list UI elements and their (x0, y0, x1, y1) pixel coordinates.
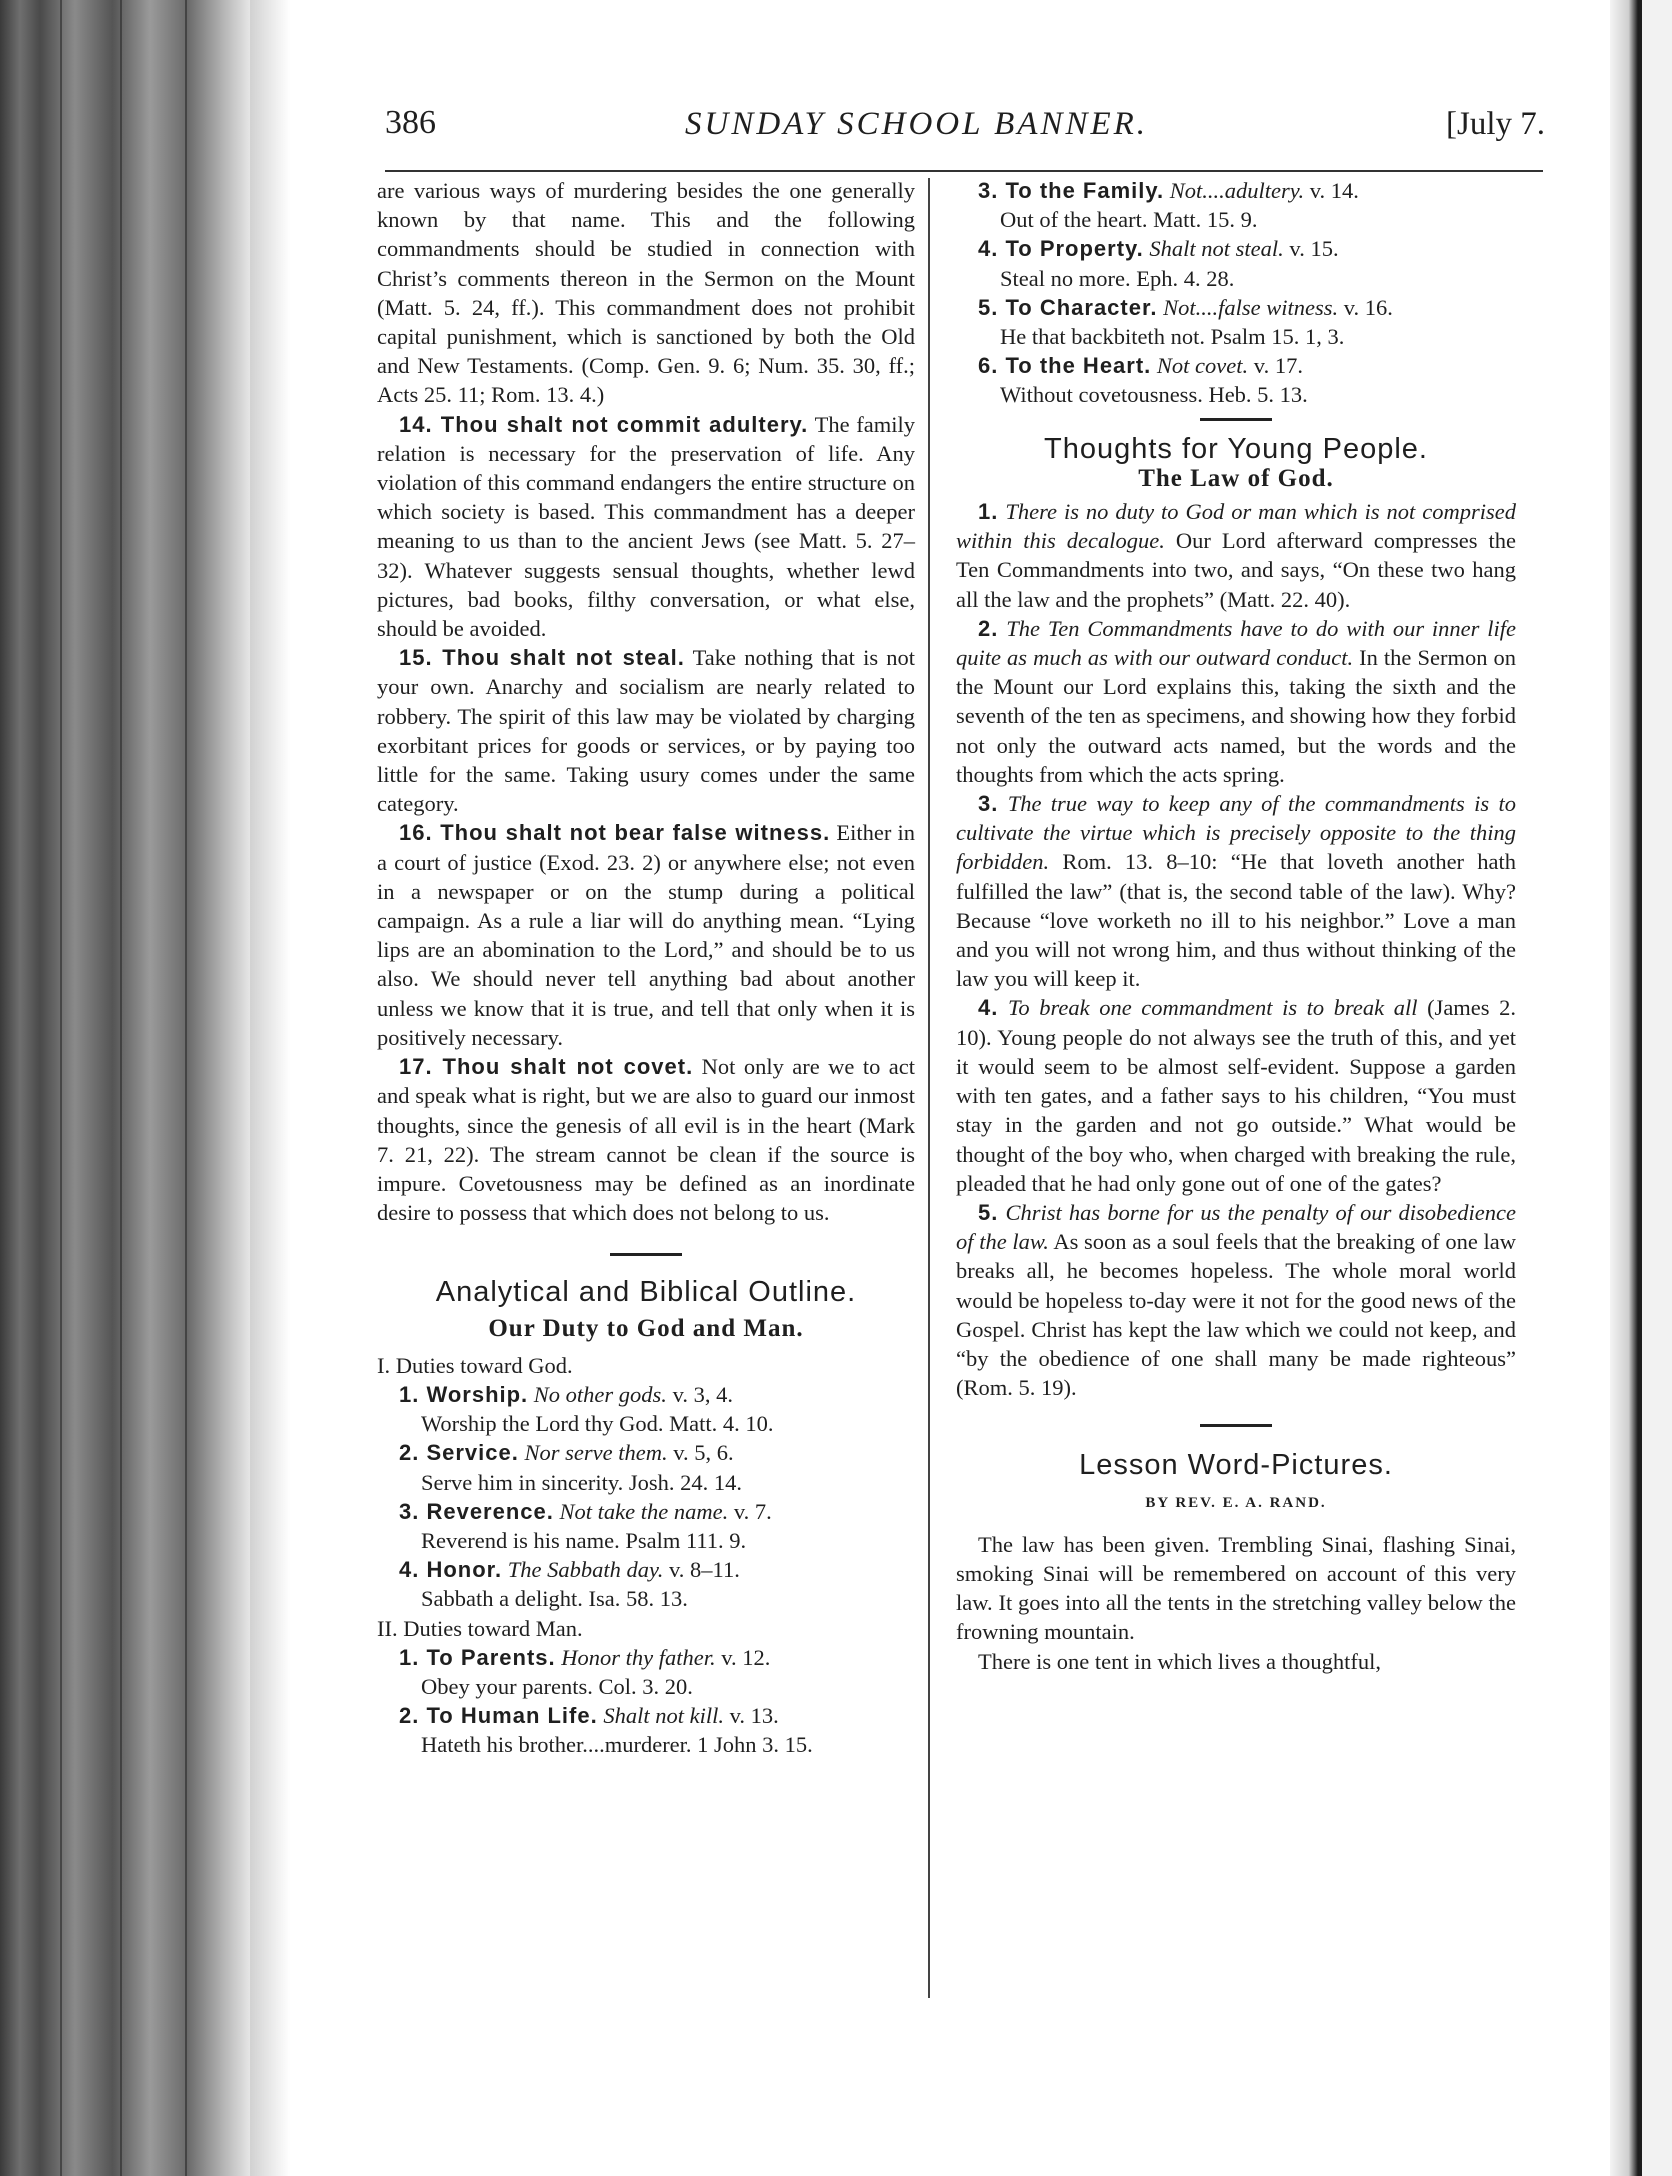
thought-lead: Christ has borne for us the penalty of our disobedience of the law. (956, 1199, 1517, 1255)
thought-lead: To break one commandment is to break all (1007, 995, 1418, 1021)
verse-ref: v. 12. (715, 1644, 771, 1670)
commandment-heading: 14. Thou shalt not commit adultery. (399, 411, 809, 437)
outline-ref: Without covetousness. Heb. 5. 13. (1000, 382, 1308, 408)
verse-ref: v. 17. (1248, 353, 1303, 379)
paragraph: Not only are we to act and speak what is right, but we are also to guard our inmost thoughts, since the genesis of all evil is in the heart (Mark 7. 21, 22). The stream cannot be clean if the source is impure. Covetousness may be defined as an inordinate desire to possess that which does not belong to us. (377, 1054, 916, 1226)
thought-5 (956, 1198, 1516, 1402)
verse-ref: v. 14. (1304, 178, 1359, 203)
section-subheading: The Law of God. (1138, 464, 1334, 492)
right-column (956, 176, 1516, 1676)
outline-item (956, 234, 1516, 263)
outline-item-title: Shalt not kill. (603, 1703, 724, 1729)
outline-ref: Hateth his brother....murderer. 1 John 3. 15. (421, 1732, 813, 1758)
commandment-heading: 17. Thou shalt not covet. (399, 1054, 694, 1080)
outline-item (377, 1380, 915, 1409)
paragraph: Our Lord afterward compresses the Ten Commandments into two, and says, “On these two hang all the law and the prophets” (Matt. 22. 40). (956, 528, 1516, 612)
outline-item-title: Not covet. (1156, 353, 1249, 379)
thought-2 (956, 614, 1516, 789)
verse-ref: v. 8–11. (663, 1557, 740, 1583)
paragraph: are various ways of murdering besides the one generally known by that name. This and the following commandments should be studied in connection with Christ’s comments thereon in the Sermon on the Mount (Matt. 5. 24, ff.). This commandment does not prohibit capital punishment, which is sanctioned by both the Old and New Testaments. (Comp. Gen. 9. 6; Num. 35. 30, ff.; Acts 25. 11; Rom. 13. 4.) (377, 178, 915, 408)
verse-ref: v. 15. (1283, 236, 1339, 262)
column-rule (928, 178, 930, 1998)
thought-number: 4. (978, 995, 999, 1021)
issue-date: [July 7. (1446, 106, 1545, 142)
outline-item-heading: 2. Service. (399, 1440, 519, 1466)
paragraph: As soon as a soul feels that the breaking of one law breaks all, he becomes hopeless. The whole moral world would be hopeless to-day were it not for the good news of the Gospel. Christ has kept the law which we could not keep, and “by the obedience of one shall many be made righteous” (Rom. 5. 19). (956, 1229, 1517, 1401)
book-spine (0, 0, 250, 2176)
spine-line (60, 0, 62, 2176)
thought-3 (956, 789, 1516, 993)
thought-number: 3. (978, 791, 999, 817)
paragraph: There is one tent in which lives a thoughtful, (978, 1648, 1382, 1674)
thought-number: 1. (978, 499, 999, 525)
outline-item-title: Not take the name. (559, 1498, 729, 1524)
thought-4 (956, 993, 1516, 1197)
outline-ref: Reverend is his name. Psalm 111. 9. (421, 1527, 747, 1553)
outline-item (377, 1555, 915, 1584)
outline-ref: Obey your parents. Col. 3. 20. (421, 1673, 693, 1699)
paragraph: The family relation is necessary for the preservation of life. Any violation of this command endangers the entire structure on which society is based. This commandment has a deeper meaning to us than to the ancient Jews (see Matt. 5. 27–32). Whatever suggests sensual thoughts, whether lewd pictures, bad books, filthy conversation, or what else, should be avoided. (377, 411, 916, 642)
thought-number: 2. (978, 615, 999, 641)
paragraph: In the Sermon on the Mount our Lord explains this, taking the sixth and the seventh of the ten as specimens, and showing how they forbid not only the outward acts named, but the words and the thoughts from which the acts spring. (956, 645, 1516, 787)
thought-lead: The Ten Commandments have to do with our inner life quite as much as with our outward conduct. (956, 615, 1516, 671)
outline-item-heading: 3. Reverence. (399, 1498, 554, 1524)
facing-page-strip (1642, 0, 1672, 2176)
outline-item-heading: 3. To the Family. (978, 178, 1165, 203)
outline-part: II. Duties toward Man. (377, 1615, 583, 1641)
page-gutter-shadow (250, 0, 290, 2176)
outline-ref: Serve him in sincerity. Josh. 24. 14. (421, 1469, 743, 1495)
outline-item-heading: 2. To Human Life. (399, 1703, 598, 1729)
section-heading: Lesson Word-Pictures. (1079, 1449, 1393, 1482)
outline-ref: Steal no more. Eph. 4. 28. (1000, 265, 1235, 291)
outline-item-title: No other gods. (533, 1381, 667, 1407)
outline-part: I. Duties toward God. (377, 1352, 573, 1378)
commandment-heading: 16. Thou shalt not bear false witness. (399, 820, 831, 846)
left-column (377, 176, 915, 1760)
commandment-17 (377, 1052, 915, 1227)
thought-number: 5. (978, 1199, 999, 1225)
outline-item-heading: 6. To the Heart. (978, 353, 1152, 379)
spine-line (185, 0, 187, 2176)
outline-item (377, 1643, 915, 1672)
outline-item-heading: 1. To Parents. (399, 1644, 556, 1670)
spine-line (120, 0, 122, 2176)
outline-ref: Worship the Lord thy God. Matt. 4. 10. (421, 1411, 774, 1437)
outline-item-title: Not....false witness. (1163, 294, 1339, 320)
verse-ref: v. 3, 4. (666, 1381, 733, 1407)
outline-item-title: Not....adultery. (1169, 178, 1305, 203)
commandment-heading: 15. Thou shalt not steal. (399, 645, 685, 671)
outline-item (377, 1438, 915, 1467)
outline-item (956, 293, 1516, 322)
outline-item-heading: 1. Worship. (399, 1381, 529, 1407)
outline-item-title: Nor serve them. (524, 1440, 668, 1466)
byline: BY REV. E. A. RAND. (1145, 1494, 1327, 1511)
outline-ref: Sabbath a delight. Isa. 58. 13. (421, 1586, 688, 1612)
thought-lead: The true way to keep any of the commandments is to cultivate the virtue which is precisely opposite to the thing forbidden. (956, 791, 1516, 875)
section-heading: Thoughts for Young People. (1044, 432, 1428, 465)
commandment-16 (377, 818, 915, 1052)
verse-ref: v. 5, 6. (667, 1440, 734, 1466)
thought-lead: There is no duty to God or man which is not comprised within this decalogue. (956, 499, 1517, 554)
verse-ref: v. 16. (1338, 294, 1393, 320)
paragraph: (James 2. 10). Young people do not always see the truth of this, and yet it would seem to be almost self-evident. Suppose a garden with ten gates, and a father says to his children, “You must stay in the garden and not go outside.” What would be thought of the boy who, when charged with breaking the rule, pleaded that he had only gone out of one of the gates? (956, 995, 1517, 1196)
outline-item-title: Shalt not steal. (1149, 236, 1284, 262)
outline-item (956, 351, 1516, 380)
verse-ref: v. 7. (728, 1498, 772, 1524)
outline-continued (956, 176, 1516, 410)
outline-ref: He that backbiteth not. Psalm 15. 1, 3. (1000, 324, 1345, 350)
outline-item-heading: 5. To Character. (978, 294, 1158, 320)
outline-item-title: The Sabbath day. (507, 1557, 664, 1583)
outline-item-heading: 4. Honor. (399, 1557, 503, 1583)
section-subheading: Our Duty to God and Man. (488, 1314, 804, 1342)
paragraph: Either in a court of justice (Exod. 23. 2) or anywhere else; not even in a newspaper or on the stump during a political campaign. As a rule a liar will do anything mean. “Lying lips are an abomination to the Lord,” and should be to us also. We should never tell anything bad about another unless we know that it is true, and tell that only when it is positively necessary. (377, 820, 916, 1050)
outline-item (956, 176, 1516, 205)
outline-ref: Out of the heart. Matt. 15. 9. (1000, 207, 1258, 233)
header-rule (385, 170, 1543, 172)
outline (377, 1351, 915, 1760)
section-heading: Analytical and Biblical Outline. (435, 1276, 857, 1309)
running-header (385, 104, 1545, 154)
paragraph: Take nothing that is not your own. Anarchy and socialism are nearly related to robbery. The spirit of this law may be violated by charging exorbitant prices for goods or services, or by paying too little for the same. Taking usury comes under the same category. (377, 645, 916, 817)
thought-1 (956, 497, 1516, 614)
commandment-15 (377, 643, 915, 818)
paragraph: The law has been given. Trembling Sinai, flashing Sinai, smoking Sinai will be remembered on account of this very law. It goes into all the tents in the stretching valley below the frowning mountain. (956, 1531, 1516, 1645)
page-number: 386 (385, 104, 436, 141)
outline-item-title: Honor thy father. (561, 1644, 716, 1670)
paragraph: Rom. 13. 8–10: “He that loveth another hath fulfilled the law” (that is, the second table of the law). Why? Because “love worketh no ill to his neighbor.” Love a man and you will not wrong him, and thus without thinking of the law you will keep it. (956, 849, 1516, 992)
outline-item (377, 1701, 915, 1730)
verse-ref: v. 13. (723, 1703, 779, 1729)
outline-item (377, 1497, 915, 1526)
journal-title: SUNDAY SCHOOL BANNER. (685, 106, 1149, 142)
commandment-14 (377, 410, 915, 644)
outline-item-heading: 4. To Property. (978, 236, 1144, 262)
